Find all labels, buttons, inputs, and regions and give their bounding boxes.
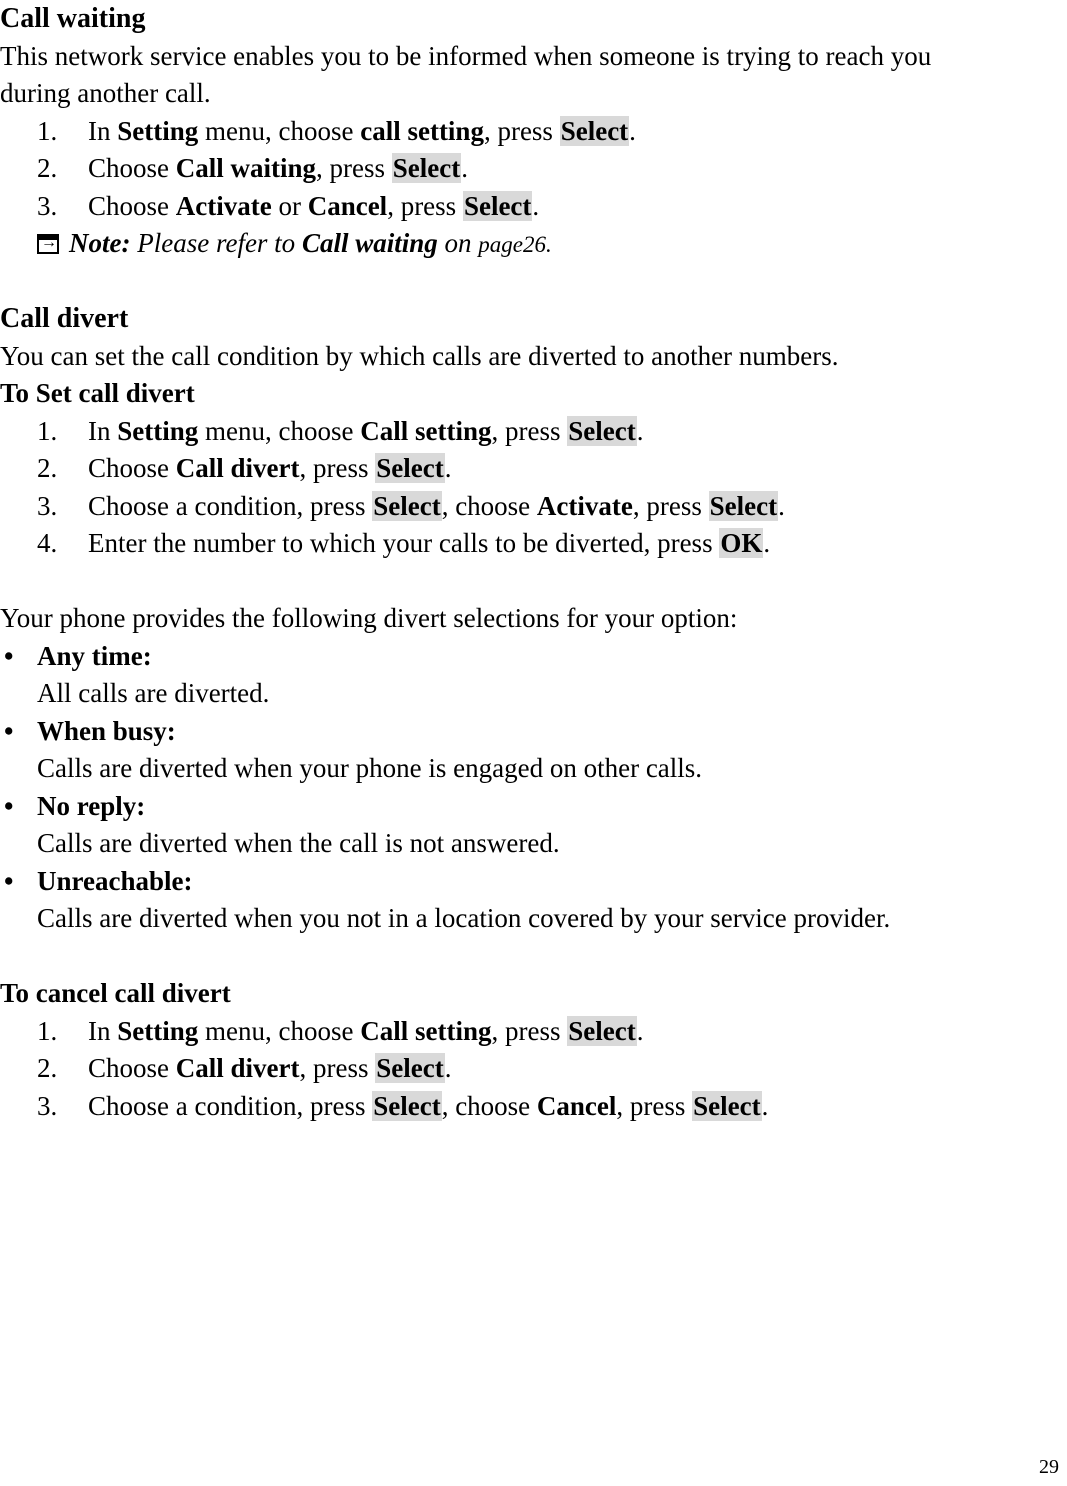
list-item-desc: Calls are diverted when your phone is engaged on other calls. xyxy=(37,753,703,783)
step: 2. Choose Call divert, press Select. xyxy=(37,1053,452,1083)
select-key-label: Select xyxy=(693,1090,761,1121)
step: 3. Choose a condition, press Select, choose Activate, press Select. xyxy=(37,490,785,521)
ok-key-label: OK xyxy=(720,528,763,558)
paragraph: You can set the call condition by which calls are diverted to another numbers. xyxy=(0,340,839,371)
select-key-label: Select xyxy=(568,415,636,446)
step: 1. In Setting menu, choose Call setting, press Select. xyxy=(37,415,644,446)
note: →Note: Please refer to Call waiting on page26. xyxy=(0,225,1067,263)
select-key-label: Select xyxy=(709,490,778,521)
select-key-label: Select xyxy=(392,153,461,183)
list-item: • No reply: xyxy=(4,790,146,821)
select-key-label: Select xyxy=(373,1090,441,1121)
step: 3. Choose a condition, press Select, choose Cancel, press Select. xyxy=(37,1090,769,1121)
step: 1. In Setting menu, choose call setting, press Select. xyxy=(37,115,636,146)
subsection-title-cancel: To cancel call divert xyxy=(0,978,231,1008)
paragraph: Your phone provides the following divert selections for your option: xyxy=(0,603,738,633)
step: 3. Choose Activate or Cancel, press Select. xyxy=(37,190,540,221)
paragraph: during another call. xyxy=(0,78,211,108)
step: 2. Choose Call divert, press Select. xyxy=(37,453,452,483)
step: 1. In Setting menu, choose Call setting, press Select. xyxy=(37,1015,644,1046)
step: 4. Enter the number to which your calls to be diverted, press OK. xyxy=(37,528,771,558)
select-key-label: Select xyxy=(373,490,441,521)
list-item: • Unreachable: xyxy=(4,865,193,896)
subsection-title-set: To Set call divert xyxy=(0,378,195,408)
select-key-label: Select xyxy=(568,1015,636,1046)
list-item-desc: All calls are diverted. xyxy=(37,678,270,708)
select-key-label: Select xyxy=(560,115,629,146)
list-item: • When busy: xyxy=(4,715,176,746)
select-key-label: Select xyxy=(463,190,532,221)
list-item-desc: Calls are diverted when you not in a location covered by your service provider. xyxy=(37,903,891,933)
list-item: • Any time: xyxy=(4,640,152,671)
step: 2. Choose Call waiting, press Select. xyxy=(37,153,468,183)
select-key-label: Select xyxy=(376,453,444,483)
select-key-label: Select xyxy=(376,1053,444,1083)
paragraph: This network service enables you to be informed when someone is trying to reach you xyxy=(0,40,932,71)
list-item-desc: Calls are diverted when the call is not answered. xyxy=(37,828,560,858)
section-title-call-waiting: Call waiting xyxy=(0,3,146,34)
page-number: 29 xyxy=(1039,1455,1059,1478)
note-icon xyxy=(37,234,59,254)
section-title-call-divert: Call divert xyxy=(0,303,129,334)
